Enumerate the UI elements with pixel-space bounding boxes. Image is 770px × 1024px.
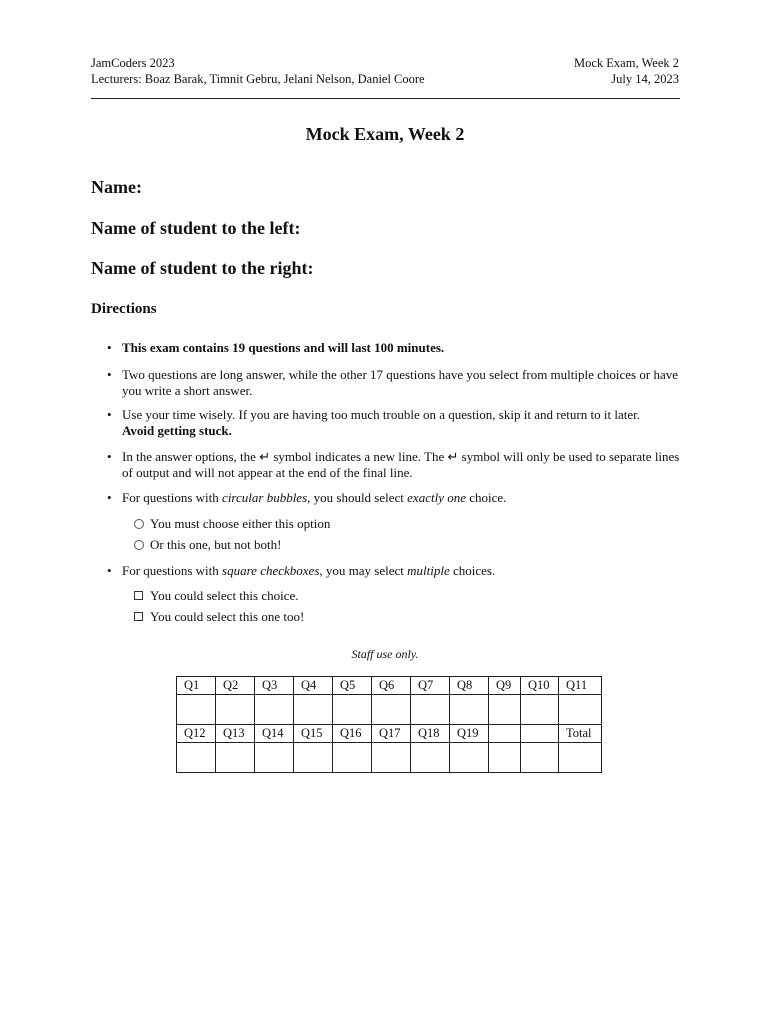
score-entry-cell[interactable] — [489, 743, 521, 773]
list-item — [107, 563, 681, 579]
score-entry-cell[interactable] — [521, 695, 559, 725]
bullet-text: For questions with — [122, 563, 219, 578]
bullet-text: Two questions are long answer, while the other 17 questions have you select from multiple choices or have you write a short answer. — [122, 367, 678, 398]
score-table — [176, 676, 602, 773]
bullet-icon: • — [107, 563, 112, 578]
bullet-text: choice. — [469, 490, 507, 505]
table-header-cell: Q19 — [450, 725, 489, 743]
score-entry-cell[interactable] — [411, 695, 450, 725]
table-row — [177, 743, 602, 773]
score-entry-cell[interactable] — [372, 743, 411, 773]
table-header-cell — [521, 725, 559, 743]
table-header-cell: Q9 — [489, 677, 521, 695]
bullet-text: This exam contains 19 questions and will last 100 minutes. — [122, 340, 445, 355]
score-entry-cell[interactable] — [489, 695, 521, 725]
score-entry-cell[interactable] — [216, 695, 255, 725]
score-entry-cell[interactable] — [177, 743, 216, 773]
table-header-cell: Q4 — [294, 677, 333, 695]
directions-heading: Directions — [91, 301, 157, 317]
bullet-text: choices. — [452, 563, 496, 578]
score-entry-cell[interactable] — [177, 695, 216, 725]
radio-option-2[interactable] — [134, 537, 281, 553]
table-header-cell: Q15 — [294, 725, 333, 743]
bullet-emphasis: Avoid getting stuck. — [122, 423, 232, 438]
score-entry-cell[interactable] — [372, 695, 411, 725]
score-entry-cell[interactable] — [411, 743, 450, 773]
left-student-field: Name of student to the left: — [91, 218, 301, 238]
list-item — [107, 407, 681, 439]
checkbox-option-1[interactable] — [134, 588, 299, 604]
checkbox-icon[interactable] — [134, 591, 143, 600]
header-rule — [91, 98, 680, 99]
score-entry-cell[interactable] — [450, 743, 489, 773]
bullet-text: In the answer options, the — [122, 449, 256, 464]
lecturers: Lecturers: Boaz Barak, Timnit Gebru, Jelani Nelson, Daniel Coore — [91, 72, 425, 86]
score-entry-cell[interactable] — [450, 695, 489, 725]
bullet-icon: • — [107, 449, 112, 464]
table-header-cell: Q16 — [333, 725, 372, 743]
bullet-text: , you may select — [319, 563, 404, 578]
exam-date: July 14, 2023 — [611, 72, 679, 86]
bullet-text: symbol will only be used to separate lines of output and will not appear at the end of the final line. — [122, 449, 680, 480]
list-item — [107, 367, 681, 399]
score-entry-cell[interactable] — [559, 743, 602, 773]
score-entry-cell[interactable] — [521, 743, 559, 773]
table-row — [177, 695, 602, 725]
name-field: Name: — [91, 177, 142, 197]
table-header-cell: Q17 — [372, 725, 411, 743]
bullet-text: Use your time wisely. If you are having too much trouble on a question, skip it and return to it later. — [122, 407, 640, 422]
score-entry-cell[interactable] — [333, 695, 372, 725]
newline-symbol-icon: ↵ — [259, 449, 271, 464]
radio-bubble-icon[interactable] — [134, 519, 144, 529]
bullet-emphasis: circular bubbles — [222, 490, 308, 505]
bullet-text: symbol indicates a new line. The — [273, 449, 445, 464]
table-row — [177, 725, 602, 743]
right-student-field: Name of student to the right: — [91, 258, 314, 278]
radio-label: Or this one, but not both! — [150, 537, 282, 552]
table-header-cell: Q10 — [521, 677, 559, 695]
bullet-text: , you should select — [307, 490, 404, 505]
table-header-cell — [489, 725, 521, 743]
table-header-cell: Q5 — [333, 677, 372, 695]
exam-name: Mock Exam, Week 2 — [574, 56, 679, 70]
radio-bubble-icon[interactable] — [134, 540, 144, 550]
score-entry-cell[interactable] — [255, 695, 294, 725]
list-item — [107, 340, 681, 356]
header-right — [574, 55, 679, 87]
table-header-cell: Q8 — [450, 677, 489, 695]
score-entry-cell[interactable] — [294, 695, 333, 725]
score-entry-cell[interactable] — [294, 743, 333, 773]
table-header-cell: Q3 — [255, 677, 294, 695]
table-header-cell: Q14 — [255, 725, 294, 743]
bullet-icon: • — [107, 490, 112, 505]
list-item — [107, 490, 681, 506]
table-header-cell: Q7 — [411, 677, 450, 695]
table-row — [177, 677, 602, 695]
checkbox-option-2[interactable] — [134, 609, 304, 625]
table-header-cell: Q2 — [216, 677, 255, 695]
checkbox-label: You could select this choice. — [150, 588, 299, 603]
bullet-emphasis: multiple — [407, 563, 450, 578]
bullet-text: For questions with — [122, 490, 219, 505]
staff-use-note: Staff use only. — [351, 647, 419, 661]
header-left — [91, 55, 425, 87]
page-title: Mock Exam, Week 2 — [305, 124, 465, 144]
score-entry-cell[interactable] — [333, 743, 372, 773]
table-header-cell: Q18 — [411, 725, 450, 743]
bullet-icon: • — [107, 367, 112, 382]
table-header-cell: Q6 — [372, 677, 411, 695]
radio-option-1[interactable] — [134, 516, 330, 532]
table-header-cell: Q11 — [559, 677, 602, 695]
checkbox-icon[interactable] — [134, 612, 143, 621]
course-name: JamCoders 2023 — [91, 56, 175, 70]
table-header-cell: Q12 — [177, 725, 216, 743]
table-header-cell: Total — [559, 725, 602, 743]
score-entry-cell[interactable] — [216, 743, 255, 773]
table-header-cell: Q13 — [216, 725, 255, 743]
checkbox-label: You could select this one too! — [150, 609, 305, 624]
bullet-icon: • — [107, 407, 112, 422]
table-header-cell: Q1 — [177, 677, 216, 695]
list-item — [107, 449, 681, 481]
newline-symbol-icon: ↵ — [447, 449, 459, 464]
bullet-emphasis: square checkboxes — [222, 563, 320, 578]
radio-label: You must choose either this option — [150, 516, 331, 531]
score-entry-cell[interactable] — [559, 695, 602, 725]
score-entry-cell[interactable] — [255, 743, 294, 773]
bullet-emphasis: exactly one — [407, 490, 466, 505]
bullet-icon: • — [107, 340, 112, 355]
